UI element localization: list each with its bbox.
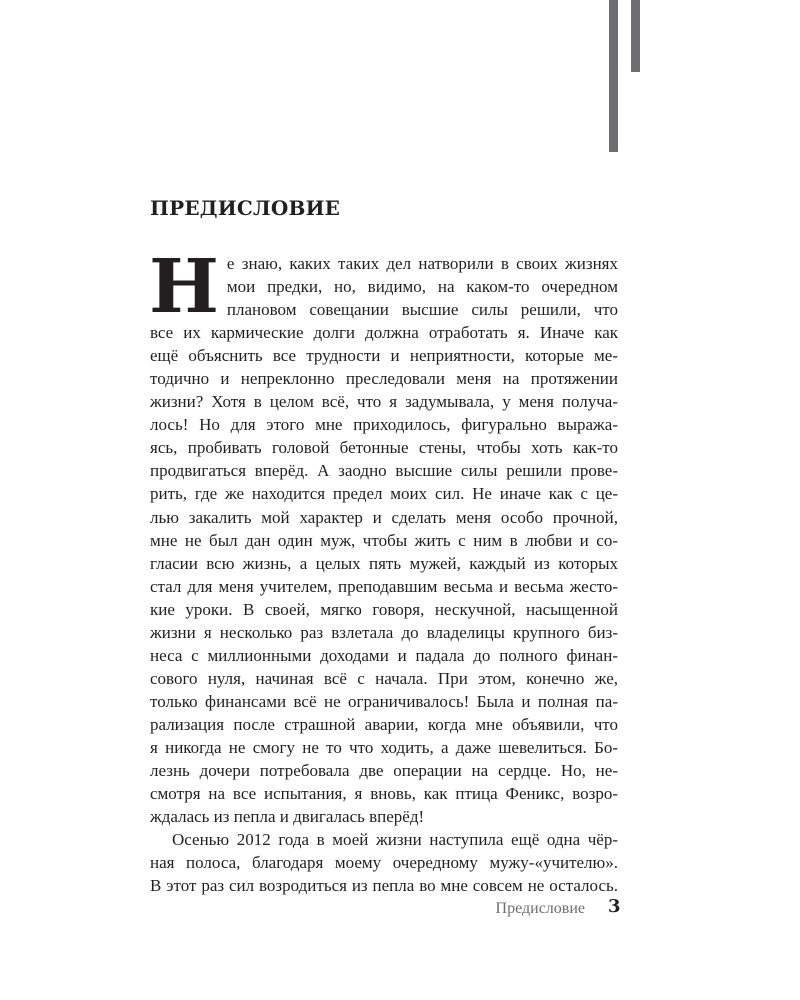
text-line: продвигаться вперёд. А заодно высшие силы решили прове- [150,461,618,481]
text-line: все их кармические долги должна отработать я. Иначе как [150,323,618,343]
body-text [149,244,618,897]
text-line: плановом совещании высшие силы решили, что [226,300,618,320]
text-line: ещё объяснить все трудности и неприятности, которые ме- [150,346,618,366]
running-head: Предисловие [495,900,585,917]
text-line: мне не был дан один муж, чтобы жить с ним в любви и со- [150,530,618,550]
text-line: лезнь дочери потребовала две операции на сердце. Но, не- [150,761,618,781]
text-line: ная полоса, благодаря моему очередному мужу-«учителю». [150,853,618,873]
text-line: Осенью 2012 года в моей жизни наступила ещё одна чёр- [172,830,618,850]
paragraph-1 [149,244,618,828]
drop-cap: Н [149,244,219,330]
text-line: только финансами всё не ограничивалось! Была и полная па- [150,691,618,711]
text-line: жизни я несколько раз взлетала до владелицы крупного биз- [150,622,618,642]
chapter-title: ПРЕДИСЛОВИЕ [150,196,341,220]
text-line: сового нуля, начиная всё с начала. При этом, конечно же, [150,668,618,688]
text-line: неса с миллионными доходами и падала до полного финан- [150,645,618,665]
text-line: смотря на все испытания, я вновь, как птица Феникс, возро- [150,784,618,804]
decorative-bar-short [631,0,640,72]
text-line: рить, где же находится предел моих сил. Не иначе как с це- [150,484,618,504]
text-line: лью закалить мой характер и сделать меня особо прочной, [150,507,618,527]
page-number: 3 [608,896,621,917]
text-line: рализация после страшной аварии, когда мне объявили, что [150,714,618,734]
text-line: ясь, пробивать головой бетонные стены, чтобы хоть как-то [150,438,618,458]
text-line: ждалась из пепла и двигалась вперёд! [150,807,425,827]
text-line: кие уроки. В своей, мягко говоря, нескучной, насыщенной [150,599,618,619]
text-line: лось! Но для этого мне приходилось, фигурально выража- [150,415,618,435]
text-line: мои предки, но, видимо, на каком-то очередном [226,277,618,297]
decorative-bar-long [609,0,618,152]
text-line: жизни? Хотя в целом всё, что я задумывала, у меня получа- [150,392,618,412]
text-line: тодично и непреклонно преследовали меня на протяжении [150,369,618,389]
text-line: гласии всю жизнь, а целых пять мужей, каждый из которых [150,553,618,573]
text-line: е знаю, каких таких дел натворили в своих жизнях [226,254,618,273]
text-line: стал для меня учителем, преподавшим весьма и весьма жесто- [150,576,618,596]
paragraph-2 [150,828,618,897]
text-line: В этот раз сил возродиться из пепла во мне совсем не осталось. [150,876,618,896]
text-line: я никогда не смогу не то что ходить, а даже шевелиться. Бо- [150,737,618,757]
